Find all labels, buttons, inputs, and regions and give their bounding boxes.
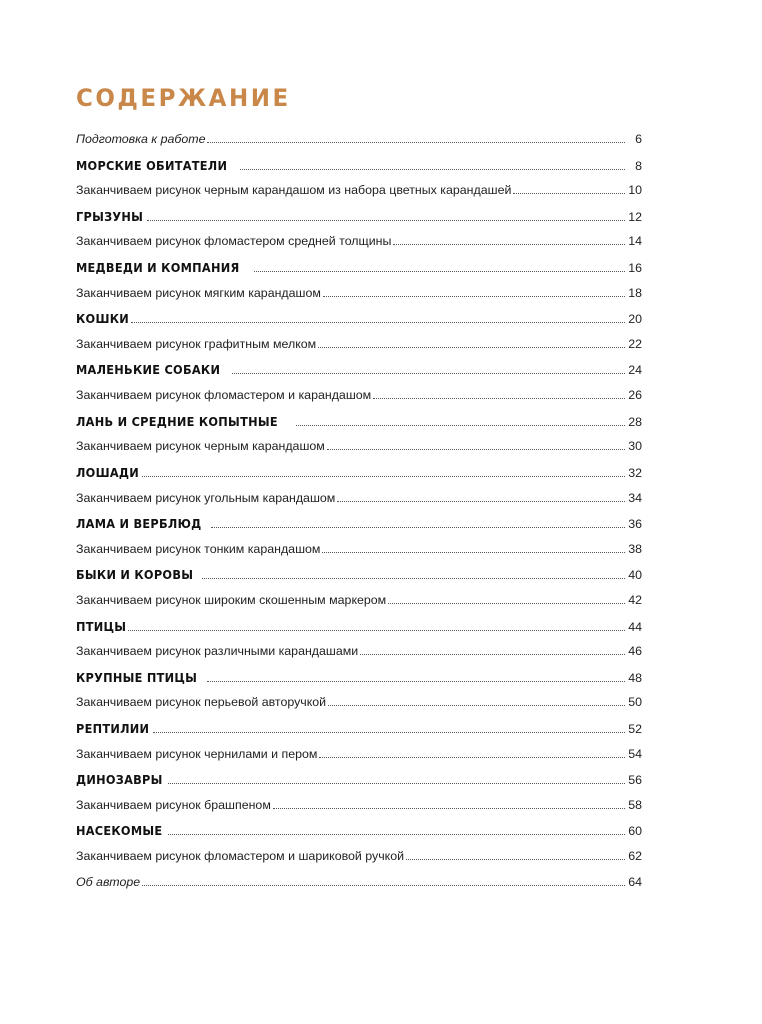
toc-dot-leader [327,449,625,450]
toc-dot-leader [388,603,625,604]
toc-entry-label: НАСЕКОМЫЕ [76,823,163,839]
toc-section-entry [76,460,642,486]
toc-page-number: 8 [635,158,642,173]
toc-entry-label: ЛАМА И ВЕРБЛЮД [76,516,202,532]
toc-dot-leader [207,681,625,682]
toc-dot-leader [232,373,625,374]
toc-entry [76,742,642,768]
toc-section-entry [76,153,642,179]
toc-dot-leader [319,757,625,758]
toc-entry-label: Заканчиваем рисунок черным карандашом из набора цветных карандашей [76,183,512,198]
toc-dot-leader [207,142,625,143]
toc-section-entry [76,204,642,230]
toc-dot-leader [153,732,625,733]
toc-page-number: 40 [628,568,642,583]
toc-entry-label: МЕДВЕДИ И КОМПАНИЯ [76,260,240,276]
toc-section-entry [76,409,642,435]
toc-entry-label: Заканчиваем рисунок брашпеном [76,797,271,812]
toc-entry-label: Заканчиваем рисунок фломастером и шариковой ручкой [76,849,405,864]
toc-entry-label: Заканчиваем рисунок различными карандашами [76,644,359,659]
toc-entry-label: Заканчиваем рисунок мягким карандашом [76,285,321,300]
toc-page-number: 26 [628,388,642,403]
toc-page-number: 46 [628,644,642,659]
toc-dot-leader [328,705,625,706]
toc-dot-leader [393,244,625,245]
toc-dot-leader [373,398,625,399]
toc-dot-leader [323,296,625,297]
toc-dot-leader [168,834,625,835]
toc-section-entry [76,562,642,588]
toc-entry [76,639,642,665]
toc-page-number: 32 [628,465,642,480]
toc-entry-label: Заканчиваем рисунок графитным мелком [76,336,317,351]
toc-dot-leader [240,169,625,170]
toc-dot-leader [406,859,625,860]
toc-page-number: 50 [628,695,642,710]
page-title: СОДЕРЖАНИЕ [76,85,291,113]
toc-entry-label: Заканчиваем рисунок угольным карандашом [76,490,336,505]
toc-dot-leader [128,630,625,631]
toc-dot-leader [142,885,625,886]
toc-entry [76,870,642,896]
toc-entry [76,332,642,358]
toc-section-entry [76,665,642,691]
toc-entry-label: МАЛЕНЬКИЕ СОБАКИ [76,362,221,378]
toc-page-number: 24 [628,363,642,378]
toc-page-number: 34 [628,490,642,505]
toc-dot-leader [168,783,625,784]
toc-entry-label: Заканчиваем рисунок широким скошенным маркером [76,592,387,607]
toc-entry [76,178,642,204]
toc-entry [76,434,642,460]
toc-entry-label: Заканчиваем рисунок фломастером средней толщины [76,234,392,249]
toc-entry-label: Заканчиваем рисунок тонким карандашом [76,541,321,556]
toc-page-number: 20 [628,312,642,327]
toc-entry-label: ГРЫЗУНЫ [76,208,144,224]
toc-entry-label: Заканчиваем рисунок фломастером и карандашом [76,388,372,403]
toc-dot-leader [202,578,625,579]
toc-page-number: 18 [628,285,642,300]
toc-section-entry [76,767,642,793]
toc-section-entry [76,716,642,742]
toc-entry-label: Подготовка к работе [76,132,206,146]
toc-page-number: 58 [628,797,642,812]
table-of-contents-page [76,84,642,895]
toc-entry-label: ЛОШАДИ [76,464,140,480]
toc-page-number: 30 [628,439,642,454]
toc-dot-leader [322,552,625,553]
toc-entry-label: МОРСКИЕ ОБИТАТЕЛИ [76,157,228,173]
toc-page-number: 44 [628,619,642,634]
toc-list [76,127,642,895]
toc-entry [76,588,642,614]
toc-entry [76,229,642,255]
toc-entry-label: ЛАНЬ И СРЕДНИЕ КОПЫТНЫЕ [76,413,278,429]
toc-entry [76,844,642,870]
toc-section-entry [76,357,642,383]
toc-section-entry [76,818,642,844]
toc-dot-leader [147,220,625,221]
toc-dot-leader [360,654,625,655]
toc-page-number: 36 [628,517,642,532]
toc-page-number: 28 [628,414,642,429]
toc-page-number: 38 [628,541,642,556]
toc-entry-label: РЕПТИЛИИ [76,721,150,737]
toc-dot-leader [513,193,625,194]
toc-entry [76,486,642,512]
toc-entry [76,793,642,819]
toc-section-entry [76,306,642,332]
toc-page-number: 56 [628,773,642,788]
toc-page-number: 10 [628,183,642,198]
toc-entry-label: КОШКИ [76,311,130,327]
toc-entry [76,537,642,563]
toc-entry-label: БЫКИ И КОРОВЫ [76,567,194,583]
toc-section-entry [76,511,642,537]
toc-entry-label: Заканчиваем рисунок черным карандашом [76,439,325,454]
toc-page-number: 12 [628,209,642,224]
toc-page-number: 60 [628,824,642,839]
toc-section-entry [76,255,642,281]
toc-dot-leader [318,347,625,348]
toc-entry [76,127,642,153]
toc-page-number: 14 [628,234,642,249]
toc-section-entry [76,614,642,640]
toc-dot-leader [337,501,625,502]
toc-entry-label: Об авторе [76,874,141,889]
toc-page-number: 6 [635,132,642,146]
toc-page-number: 22 [628,336,642,351]
toc-entry [76,383,642,409]
toc-dot-leader [296,425,625,426]
toc-entry-label: ПТИЦЫ [76,618,127,634]
toc-entry-label: Заканчиваем рисунок чернилами и пером [76,746,318,761]
toc-dot-leader [131,322,625,323]
toc-page-number: 16 [628,261,642,276]
toc-dot-leader [142,476,625,477]
toc-page-number: 42 [628,592,642,607]
toc-page-number: 64 [628,874,642,889]
toc-dot-leader [211,527,625,528]
toc-page-number: 54 [628,746,642,761]
toc-entry [76,281,642,307]
toc-entry-label: КРУПНЫЕ ПТИЦЫ [76,669,198,685]
toc-entry [76,690,642,716]
toc-entry-label: Заканчиваем рисунок перьевой авторучкой [76,695,327,710]
toc-entry-label: ДИНОЗАВРЫ [76,772,163,788]
toc-page-number: 52 [628,722,642,737]
toc-dot-leader [273,808,625,809]
toc-dot-leader [254,271,625,272]
toc-page-number: 62 [628,849,642,864]
toc-page-number: 48 [628,670,642,685]
